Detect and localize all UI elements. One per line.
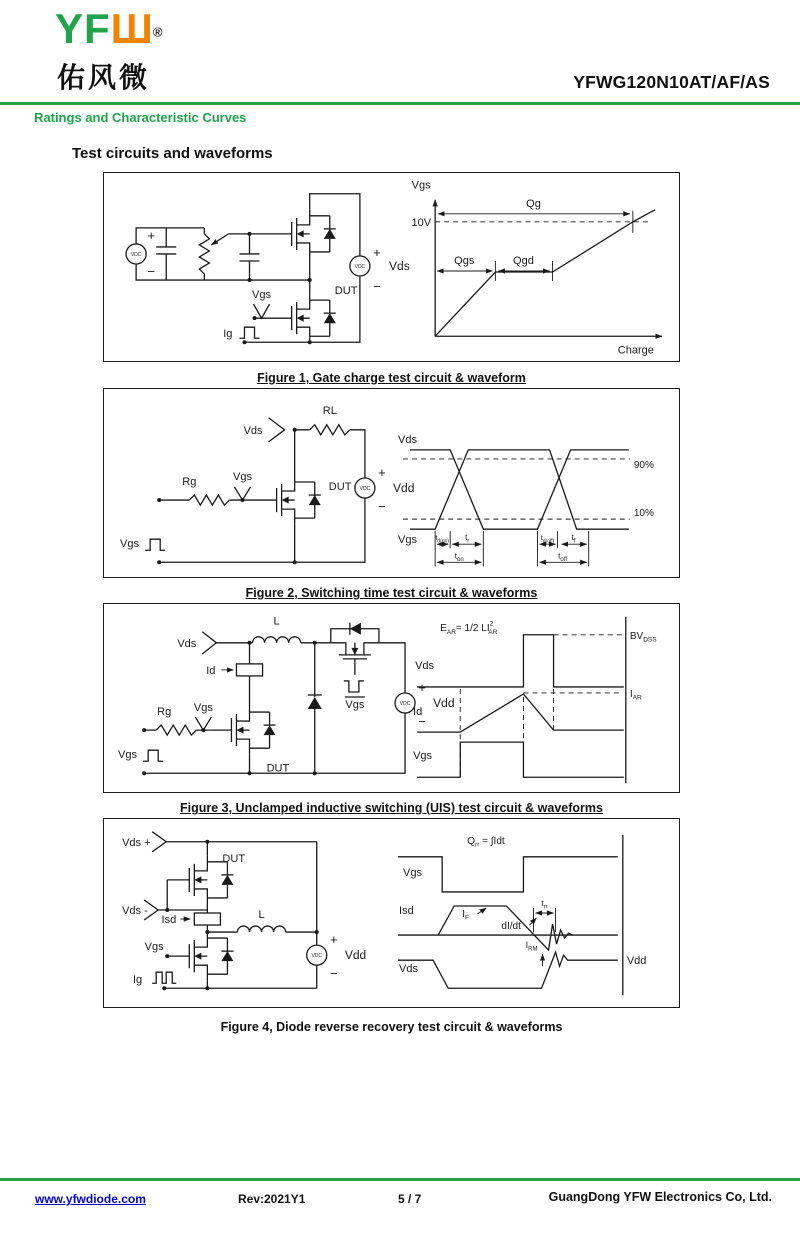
vdd-source-icon: [307, 945, 327, 965]
fig1-charge-label: Charge: [617, 344, 654, 357]
footer-website-link[interactable]: www.yfwdiode.com: [35, 1192, 146, 1206]
fig4-minus: −: [329, 966, 338, 982]
fig3-wave-vgs-label: Vgs: [413, 750, 433, 763]
fig4-irm-label: $I_{RM}$: [525, 940, 538, 953]
footer-divider: [0, 1178, 800, 1181]
fig2-switching-circuit: [120, 405, 414, 565]
resistor-rl-icon: [310, 425, 350, 435]
fig1-qgs-label: Qgs: [454, 254, 475, 267]
fig1-dut-label: DUT: [334, 285, 358, 298]
mosfet-lower-icon: [167, 932, 233, 980]
fig4-plus: +: [329, 932, 338, 948]
fig2-rg-label: Rg: [182, 476, 197, 489]
mosfet-clamp-icon: [331, 623, 379, 675]
pulse-icon: [143, 750, 163, 761]
fig3-vgs-in-label: Vgs: [118, 749, 138, 762]
fig4-trr-label: $t_{rr}$: [541, 898, 548, 911]
resistor-rg-icon: [189, 495, 229, 505]
vdd-source-icon: [395, 693, 415, 713]
fig2-vgs-probe-label: Vgs: [232, 470, 252, 483]
fig2-vds-label: Vds: [243, 424, 263, 437]
figure4-caption: Figure 4, Diode reverse recovery test circuit & waveforms: [220, 1020, 563, 1034]
fig4-wave-vds-label: Vds: [399, 963, 419, 976]
section-banner: Ratings and Characteristic Curves: [34, 110, 247, 125]
fig3-vds-label: Vds: [177, 637, 197, 650]
fig2-wave-vds-label: Vds: [398, 433, 418, 446]
fig4-ig-label: Ig: [132, 974, 143, 987]
fig2-plus: +: [378, 464, 386, 480]
figure1-panel: [103, 172, 680, 362]
fig2-dut-label: DUT: [328, 481, 352, 494]
figure3-caption: Figure 3, Unclamped inductive switching (UIS) test circuit & waveforms: [179, 801, 603, 815]
pulse-inverted-icon: [344, 681, 364, 692]
fig4-diode-recovery-waveforms: [398, 835, 646, 996]
fig3-l-label: L: [273, 615, 280, 628]
fig4-qrr-formula: $Q_{rr} = \int Idt$: [467, 835, 505, 849]
fig4-wave-vgs-label: Vgs: [403, 866, 423, 879]
fig2-tdoff-label: $t_{d(off)}$: [540, 535, 555, 545]
fig3-plus: +: [418, 679, 426, 695]
figure4-panel: [103, 818, 680, 1008]
fig4-vds-minus-label: Vds -: [122, 905, 148, 918]
fig2-wave-vgs-label: Vgs: [398, 534, 418, 547]
figure1-diagram: [104, 173, 679, 361]
pulse-icon: [145, 539, 165, 550]
logo-yf-text: YF: [55, 5, 111, 52]
fig1-gate-charge-circuit: [126, 194, 410, 345]
resistor-rg-icon: [156, 725, 196, 735]
fig2-switching-waveforms: [398, 434, 654, 566]
logo-chinese-name: 佑风微: [57, 62, 151, 93]
current-probe-icon: [236, 664, 262, 676]
fig3-bvdss-label: $BV_{DSS}$: [629, 630, 657, 644]
fig2-tf-label: $t_f$: [571, 533, 576, 545]
double-pulse-icon: [152, 972, 176, 983]
vdc-source-icon: [126, 244, 146, 264]
fig3-vdd-label: Vdd: [433, 696, 455, 711]
fig1-vds-minus: −: [373, 279, 381, 295]
product-title: YFWG120N10AT/AF/AS: [573, 72, 770, 92]
mosfet-upper-icon: [270, 210, 336, 258]
fig1-minus-label: −: [147, 264, 155, 280]
fig1-ig-label: Ig: [223, 328, 233, 341]
figure2-caption: Figure 2, Switching time test circuit & waveforms: [245, 586, 538, 600]
fig2-tdon-label: $t_{d(on)}$: [435, 535, 449, 545]
registered-mark-icon: ®: [152, 24, 163, 40]
fig2-ton-label: $t_{on}$: [454, 551, 464, 563]
inductor-icon: [253, 637, 301, 643]
fig1-vgs-label: Vgs: [252, 289, 272, 302]
page-heading: Test circuits and waveforms: [72, 145, 273, 162]
potentiometer-icon: [199, 234, 209, 274]
fig3-vgs-probe-label: Vgs: [193, 702, 213, 715]
fig2-90pct-label: 90%: [633, 459, 654, 471]
mosfet-dut-icon: [270, 294, 336, 342]
fig1-vds-plus: +: [373, 244, 381, 260]
fig2-toff-label: $t_{off}$: [558, 551, 568, 563]
fig2-tr-label: $t_r$: [465, 533, 470, 545]
fig4-if-label: $I_F$: [462, 909, 470, 922]
fig3-rg-label: Rg: [157, 706, 172, 719]
figure4-diagram: [104, 819, 679, 1007]
fig3-dut-label: DUT: [266, 762, 290, 775]
fig4-dut-label: DUT: [222, 852, 246, 865]
fig3-uis-circuit: [118, 616, 455, 776]
fig2-10pct-label: 10%: [633, 508, 654, 520]
vds-source-icon: [350, 256, 370, 276]
brand-logo: [55, 5, 163, 52]
fig4-l-label: L: [258, 909, 265, 922]
vdd-source-icon: [355, 478, 375, 498]
fig4-didt-label: dI/dt: [501, 921, 521, 933]
inductor-icon: [237, 926, 285, 932]
fig1-vds-label: Vds: [388, 259, 410, 274]
fig1-10v-label: 10V: [411, 216, 432, 229]
footer-page-number: 5 / 7: [398, 1192, 422, 1206]
fig3-wave-id-label: Id: [413, 706, 423, 719]
fig4-diode-recovery-circuit: [122, 832, 366, 991]
fig4-vds-plus-label: Vds +: [122, 836, 151, 849]
fig2-vdd-label: Vdd: [393, 481, 415, 496]
fig3-vgs-bar-label: Vgs: [345, 699, 365, 712]
fig4-wave-vdd-label: Vdd: [626, 955, 647, 968]
fig4-wave-isd-label: Isd: [399, 905, 414, 918]
fig4-vdd-label: Vdd: [344, 948, 367, 963]
mosfet-dut-icon: [255, 476, 321, 524]
footer-revision: Rev:2021Y1: [238, 1192, 306, 1206]
fig4-vgs-label: Vgs: [144, 941, 164, 954]
pulse-icon: [239, 327, 259, 338]
fig1-plus-label: +: [147, 227, 155, 243]
fig1-wave-vgs-label: Vgs: [411, 179, 431, 192]
fig2-vgs-in-label: Vgs: [120, 538, 140, 551]
fig3-minus: −: [418, 714, 426, 730]
current-probe-icon: [194, 913, 220, 925]
header-divider: [0, 102, 800, 105]
figure3-panel: [103, 603, 680, 793]
fig1-gate-charge-waveform: [412, 180, 662, 357]
fig1-qgd-label: Qgd: [513, 254, 534, 267]
fig3-id-label: Id: [206, 664, 216, 677]
fig3-wave-vds-label: Vds: [415, 659, 435, 672]
fig4-isd-label: Isd: [161, 914, 177, 927]
figure1-caption: Figure 1, Gate charge test circuit & waveform: [257, 371, 526, 385]
fig1-qg-label: Qg: [526, 197, 541, 210]
figure2-diagram: [104, 389, 679, 577]
logo-w-mark: Ш: [110, 5, 153, 52]
figure2-panel: [103, 388, 680, 578]
fig2-rl-label: RL: [322, 404, 337, 417]
fig3-energy-formula: $E_{AR}= 1/2$ $LI^2$ AR: [440, 620, 498, 636]
footer-company: GuangDong YFW Electronics Co, Ltd.: [548, 1190, 772, 1204]
fig3-iar-label: $I_{AR}$: [629, 688, 642, 702]
figure3-diagram: [104, 604, 679, 792]
fig2-minus: −: [378, 499, 386, 515]
mosfet-dut-icon: [209, 706, 275, 754]
